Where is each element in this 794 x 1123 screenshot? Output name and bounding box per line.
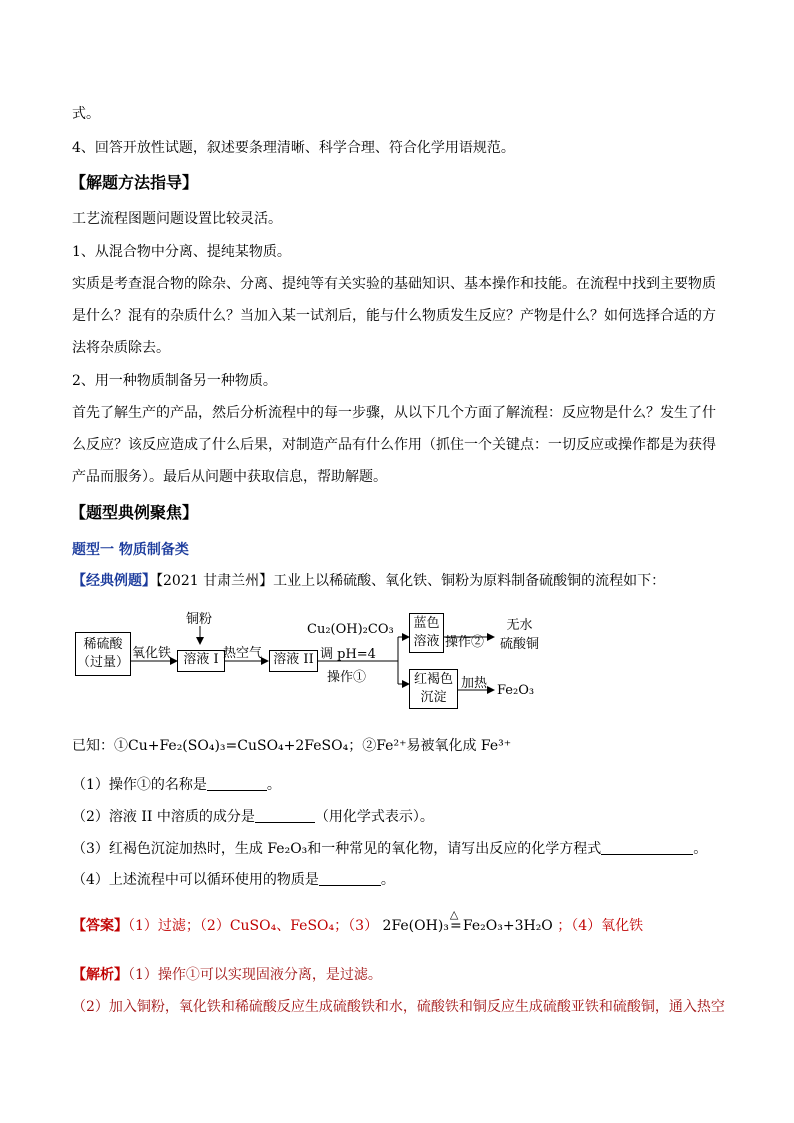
question-3-end: 。: [693, 841, 708, 857]
answer-blank-4[interactable]: [319, 871, 381, 886]
label-heating: 加热: [461, 676, 488, 691]
answer-part-1: （1）过滤；（2）: [128, 918, 230, 934]
equation-right: Fe₂O₃+3H₂O: [462, 918, 553, 934]
question-4-end: 。: [380, 872, 395, 888]
label-copper-powder: 铜粉: [186, 612, 213, 627]
known-separator: ；②: [348, 738, 377, 754]
section-heading-examples: 【题型典例聚焦】: [70, 503, 199, 522]
question-1: [72, 774, 281, 794]
method-point-2-line-3: 产品而服务）。最后从问题中获取信息，帮助解题。: [72, 469, 387, 485]
section-heading-method: 【解题方法指导】: [70, 173, 199, 192]
box-acid-line-1: 稀硫酸: [83, 637, 123, 652]
method-point-1-title: 1、从混合物中分离、提纯某物质。: [72, 244, 291, 260]
question-4: [72, 869, 395, 889]
product-line-1: 无水: [506, 618, 533, 633]
known-equation-1: Cu+Fe₂(SO₄)₃=CuSO₄+2FeSO₄: [128, 738, 349, 754]
answer-blank-1[interactable]: [207, 776, 267, 791]
method-point-2-line-1: 首先了解生产的产品，然后分析流程中的每一步骤，从以下几个方面了解流程：反应物是什么？发生了什: [72, 405, 716, 421]
known-conditions: [72, 735, 511, 755]
analysis-line-2: （2）加入铜粉，氧化铁和稀硫酸反应生成硫酸铁和水，硫酸铁和铜反应生成硫酸亚铁和硫酸铜，通入热空: [72, 999, 725, 1015]
answer-blank-3[interactable]: [601, 840, 693, 855]
delta-icon: △: [449, 908, 459, 921]
box-red-line-2: 沉淀: [420, 690, 447, 705]
answer-line: [72, 908, 644, 935]
method-intro: 工艺流程图题问题设置比较灵活。: [72, 211, 282, 227]
box-solution-2: 溶液 II: [269, 650, 318, 672]
question-3-text: （3）红褐色沉淀加热时，生成 Fe₂O₃和一种常见的氧化物，请写出反应的化学方程式: [72, 841, 602, 857]
method-point-2-title: 2、用一种物质制备另一种物质。: [72, 373, 277, 389]
text-line-top-1: 式。: [72, 106, 100, 122]
label-iron-iii-oxide: Fe₂O₃: [497, 683, 535, 698]
box-red-brown-precipitate: [409, 669, 458, 709]
box-red-line-1: 红褐色: [413, 672, 453, 687]
answer-part-2: CuSO₄、FeSO₄: [229, 918, 335, 934]
question-type-title: 题型一 物质制备类: [72, 542, 189, 558]
question-1-end: 。: [266, 777, 281, 793]
label-hot-air: 热空气: [223, 646, 263, 661]
known-equation-2: Fe²⁺易被氧化成 Fe³⁺: [376, 738, 512, 754]
analysis-text-1: （1）操作①可以实现固液分离，是过滤。: [128, 967, 382, 983]
label-operation-2: 操作②: [445, 635, 485, 650]
question-2-end: （用化学式表示）。: [314, 809, 434, 825]
equation-heat-sign: △ =: [449, 908, 462, 934]
label-iron-oxide: 氧化铁: [132, 646, 172, 661]
answer-blank-2[interactable]: [255, 808, 315, 823]
method-point-1-line-1: 实质是考查混合物的除杂、分离、提纯等有关实验的基础知识、基本操作和技能。在流程中找到主要物质: [72, 276, 716, 292]
known-prefix: 已知：①: [72, 738, 128, 754]
box-blue-solution: [409, 613, 444, 653]
box-blue-line-2: 溶液: [413, 634, 440, 649]
answer-part-4: ；（4）氧化铁: [557, 918, 644, 934]
example-text: 【2021 甘肃兰州】工业上以稀硫酸、氧化铁、铜粉为原料制备硫酸铜的流程如下：: [156, 573, 666, 589]
answer-part-3: ；（3）: [334, 918, 379, 934]
example-tag: 【经典例题】: [72, 573, 156, 589]
analysis-line-1: [72, 964, 382, 984]
box-blue-line-1: 蓝色: [413, 616, 440, 631]
method-point-1-line-2: 是什么？混有的杂质什么？当加入某一试剂后，能与什么物质发生反应？产物是什么？如何选择合适的方: [72, 308, 716, 324]
box-dilute-sulfuric-acid: [75, 632, 131, 676]
label-anhydrous-copper-sulfate: [500, 614, 539, 652]
box-acid-line-2: （过量）: [76, 655, 129, 670]
method-point-1-line-3: 法将杂质除去。: [72, 340, 170, 356]
question-4-text: （4）上述流程中可以循环使用的物质是: [72, 872, 319, 888]
answer-equation: [382, 908, 558, 934]
answer-tag: 【答案】: [72, 918, 128, 934]
question-3: [72, 838, 707, 858]
analysis-tag: 【解析】: [72, 967, 128, 983]
question-2: [72, 806, 434, 826]
product-line-2: 硫酸铜: [500, 637, 540, 652]
question-2-text: （2）溶液 II 中溶质的成分是: [72, 809, 255, 825]
box-solution-1: 溶液 I: [177, 650, 225, 672]
label-basic-copper-carbonate: Cu₂(OH)₂CO₃: [307, 622, 394, 637]
label-adjust-ph: 调 pH=4: [320, 647, 376, 662]
question-1-text: （1）操作①的名称是: [72, 777, 207, 793]
label-operation-1: 操作①: [327, 670, 367, 685]
method-point-2-line-2: 么反应？该反应造成了什么后果，对制造产品有什么作用（抓住一个关键点：一切反应或操作都是为获得: [72, 437, 716, 453]
equation-left: 2Fe(OH)₃: [382, 918, 449, 934]
text-line-top-2: 4、回答开放性试题，叙述要条理清晰、科学合理、符合化学用语规范。: [72, 140, 515, 156]
